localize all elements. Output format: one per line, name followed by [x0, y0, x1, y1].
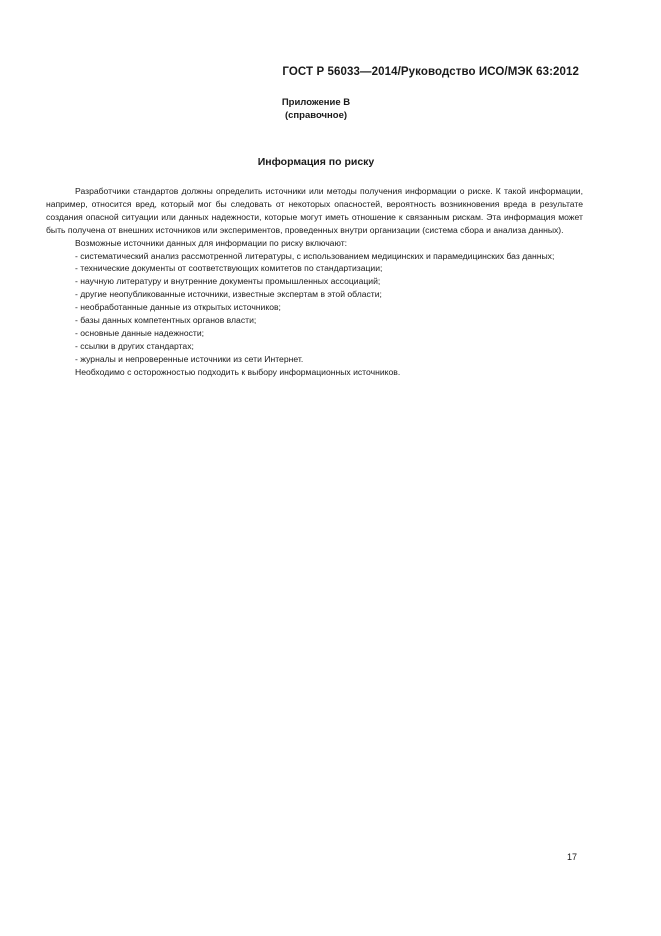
list-item: - основные данные надежности;: [75, 327, 205, 338]
paragraph-conclusion: Необходимо с осторожностью подходить к выбору информационных источников.: [75, 366, 401, 377]
list-item: - базы данных компетентных органов власти;: [75, 315, 257, 326]
annex-type: (справочное): [284, 110, 348, 121]
list-item: - другие неопубликованные источники, известные экспертам в этой области;: [75, 289, 382, 300]
list-item: - систематический анализ рассмотренной литературы, с использованием медицинских и парамедицинских баз данных;: [75, 250, 555, 261]
section-title: Информация по риску: [257, 156, 375, 168]
list-item: - необработанные данные из открытых источников;: [75, 302, 281, 313]
list-item: - ссылки в других стандартах;: [75, 340, 194, 351]
page-number: 17: [566, 852, 577, 862]
document-header: ГОСТ Р 56033—2014/Руководство ИСО/МЭК 63:2012: [282, 66, 579, 78]
annex-heading: [0, 96, 632, 122]
list-item: - научную литературу и внутренние документы промышленных ассоциаций;: [75, 276, 381, 287]
body-text: [46, 185, 583, 379]
list-item: - журналы и непроверенные источники из сети Интернет.: [75, 353, 304, 364]
annex-title: Приложение В: [281, 97, 351, 108]
list-item: - технические документы от соответствующих комитетов по стандартизации;: [75, 263, 383, 274]
paragraph-intro: Разработчики стандартов должны определить источники или методы получения информации о риске. К такой информации, например, относится вред, который мог бы следовать от некоторых опасностей, вероятность возникновения вреда в результате создания опасной ситуации или данных надежности, которые могут иметь отношение к связанным рискам. Эта информация может быть получена от внешних источников или экспериментов, проведенных внутри организации (система сбора и анализа данных).: [46, 186, 583, 235]
paragraph-sources-lead: Возможные источники данных для информации по риску включают:: [75, 237, 348, 248]
